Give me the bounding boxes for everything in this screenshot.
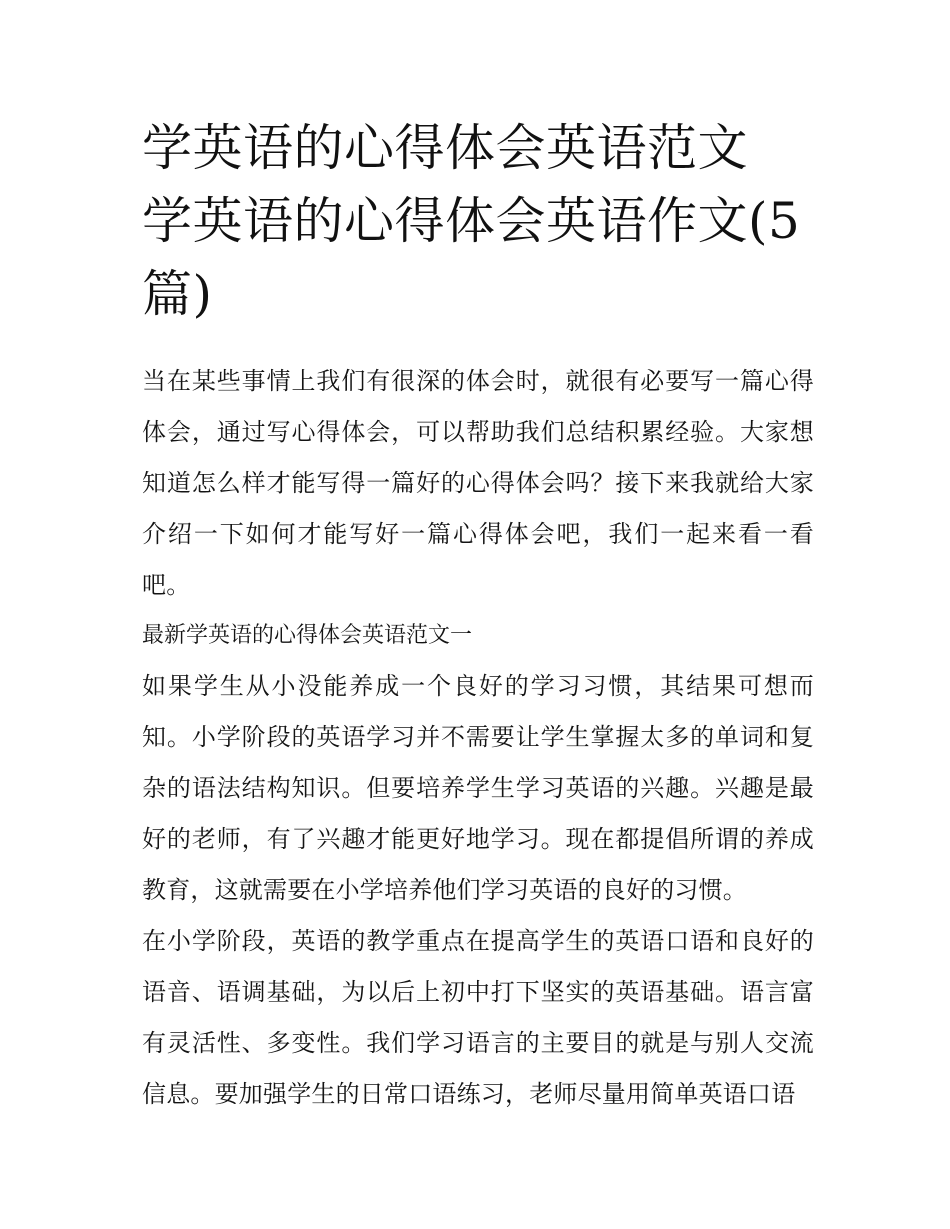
body-paragraph-1: 如果学生从小没能养成一个良好的学习习惯，其结果可想而知。小学阶段的英语学习并不需要让学生掌握太多的单词和复杂的语法结构知识。但要培养学生学习英语的兴趣。兴趣是最好的老师，有了兴趣才能更好地学习。现在都提倡所谓的养成教育，这就需要在小学培养他们学习英语的良好的习惯。 [142, 672, 814, 904]
body-paragraph-2: 在小学阶段，英语的教学重点在提高学生的英语口语和良好的语音、语调基础，为以后上初中打下坚实的英语基础。语言富有灵活性、多变性。我们学习语言的主要目的就是与别人交流信息。要加强学生的日常口语练习，老师尽量用简单英语口语 [142, 927, 814, 1108]
document-body [142, 112, 814, 1120]
section-heading: 最新学英语的心得体会英语范文一 [142, 623, 473, 648]
intro-paragraph: 当在某些事情上我们有很深的体会时，就很有必要写一篇心得体会，通过写心得体会，可以帮助我们总结积累经验。大家想知道怎么样才能写得一篇好的心得体会吗？接下来我就给大家介绍一下如何才能写好一篇心得体会吧，我们一起来看一看吧。 [142, 367, 814, 599]
document-title: 学英语的心得体会英语范文 学英语的心得体会英语作文(5篇) [142, 119, 801, 323]
